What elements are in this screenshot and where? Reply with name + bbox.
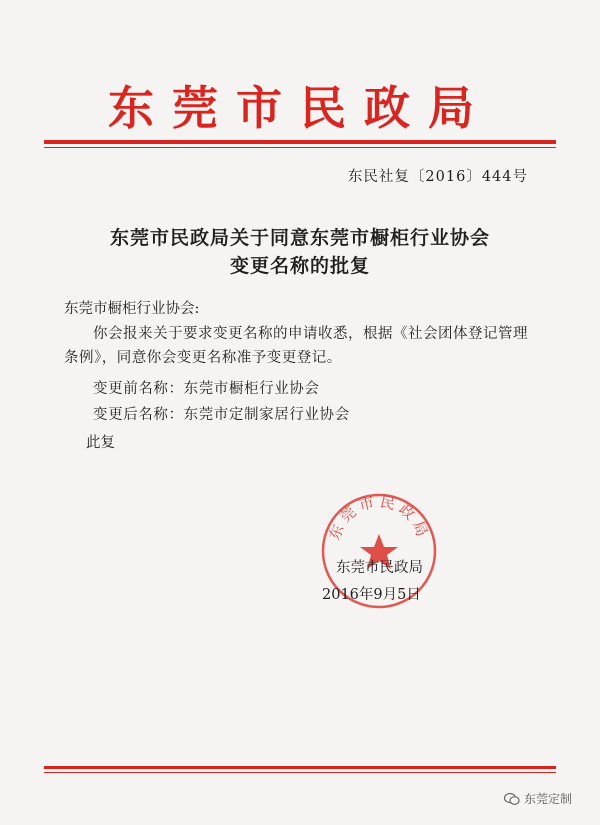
footer-rule-thin (44, 772, 556, 773)
document-title (44, 224, 556, 280)
footer-brand-text: 东莞定制 (523, 792, 572, 806)
footer-rule-thick (44, 766, 556, 769)
name-after-line: 变更后名称：东莞市定制家居行业协会 (93, 407, 350, 423)
signature-date: 2016年9月5日 (322, 587, 421, 603)
document-title-line-1: 东莞市民政局关于同意东莞市橱柜行业协会 (109, 227, 490, 249)
footer-watermark (504, 790, 572, 807)
document-title-line-2: 变更名称的批复 (229, 255, 370, 277)
letterhead-rule-thick (44, 140, 556, 144)
name-before-line: 变更前名称：东莞市橱柜行业协会 (93, 381, 320, 397)
letterhead-title: 东莞市民政局 (108, 81, 492, 135)
seal-text: 东莞市民政局 (325, 492, 433, 543)
document-number: 东民社复〔2016〕444号 (347, 169, 528, 185)
signature-organization: 东莞市民政局 (336, 560, 423, 576)
body-paragraph: 你会报来关于要求变更名称的申请收悉，根据《社会团体登记管理条例》，同意你会变更名称准予变更登记。 (64, 326, 528, 366)
salutation: 东莞市橱柜行业协会: (64, 301, 200, 317)
letterhead-rule-thin (44, 147, 556, 148)
closing-text: 此复 (86, 435, 115, 451)
wechat-icon (504, 792, 520, 806)
